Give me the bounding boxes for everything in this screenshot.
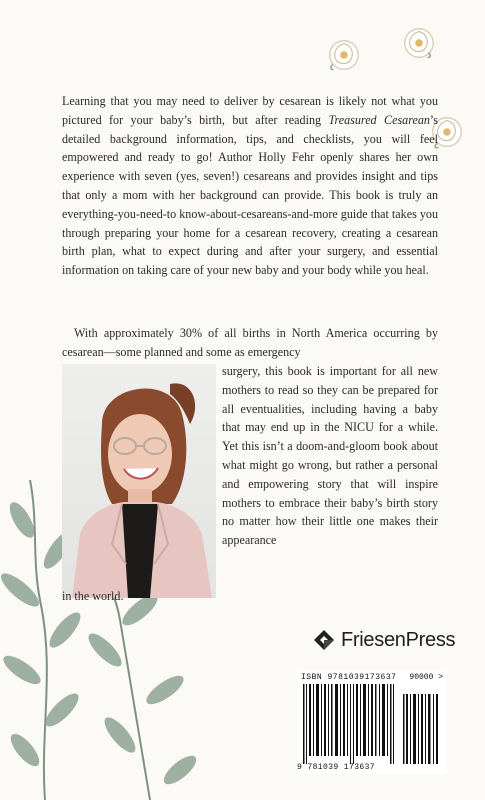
barcode-bars: [303, 684, 443, 764]
flower-icon: [400, 24, 438, 62]
blurb-paragraph-2-start: With approximately 30% of all births in North America occurring by cesarean—some planned and some as emergency: [62, 326, 438, 359]
book-title-italic: Treasured Cesarean: [328, 112, 430, 127]
blurb-paragraph-2-end: in the world.: [62, 589, 124, 603]
friesenpress-logo-icon: [313, 629, 335, 651]
barcode-number: 9 781039 173637: [297, 763, 376, 772]
flower-icon: [325, 36, 363, 74]
author-photo: [62, 364, 216, 598]
price-code: 90000 >: [409, 673, 443, 682]
blurb-paragraph-2-wrap: surgery, this book is important for all new mothers to read so they can be prepared for all eventualities, including having a baby that may end up in the NICU for a while. Yet this isn’t a doom-and-gloom book about what might go wrong, but rather a personal and empowering story that will inspire mothers to embrace their baby’s birth story no matter how their little one makes their appearance: [222, 364, 438, 548]
isbn-label: ISBN 9781039173637: [301, 673, 397, 682]
isbn-barcode: [297, 670, 447, 774]
back-cover-blurb: [62, 92, 438, 280]
blurb-paragraph-1: Learning that you may need to deliver by cesarean is likely not what you pictured for your baby’s birth, but after reading Treasured Cesarean’s detailed background information, tips, and checklists, you will feel empowered and ready to go! Author Holly Fehr openly shares her own experience with seven (yes, seven!) cesareans and provides insight and tips that only a mom with her background can provide. This book is truly an everything-you-need-to know-about-cesareans-and-more guide that takes you through preparing your home for a cesarean recovery, creating a cesarean birth plan, what to expect during and after your surgery, and essential information on taking care of your new baby and your body while you heal.: [62, 94, 438, 278]
publisher-name: FriesenPress: [341, 628, 456, 651]
publisher-logo: [313, 627, 455, 653]
